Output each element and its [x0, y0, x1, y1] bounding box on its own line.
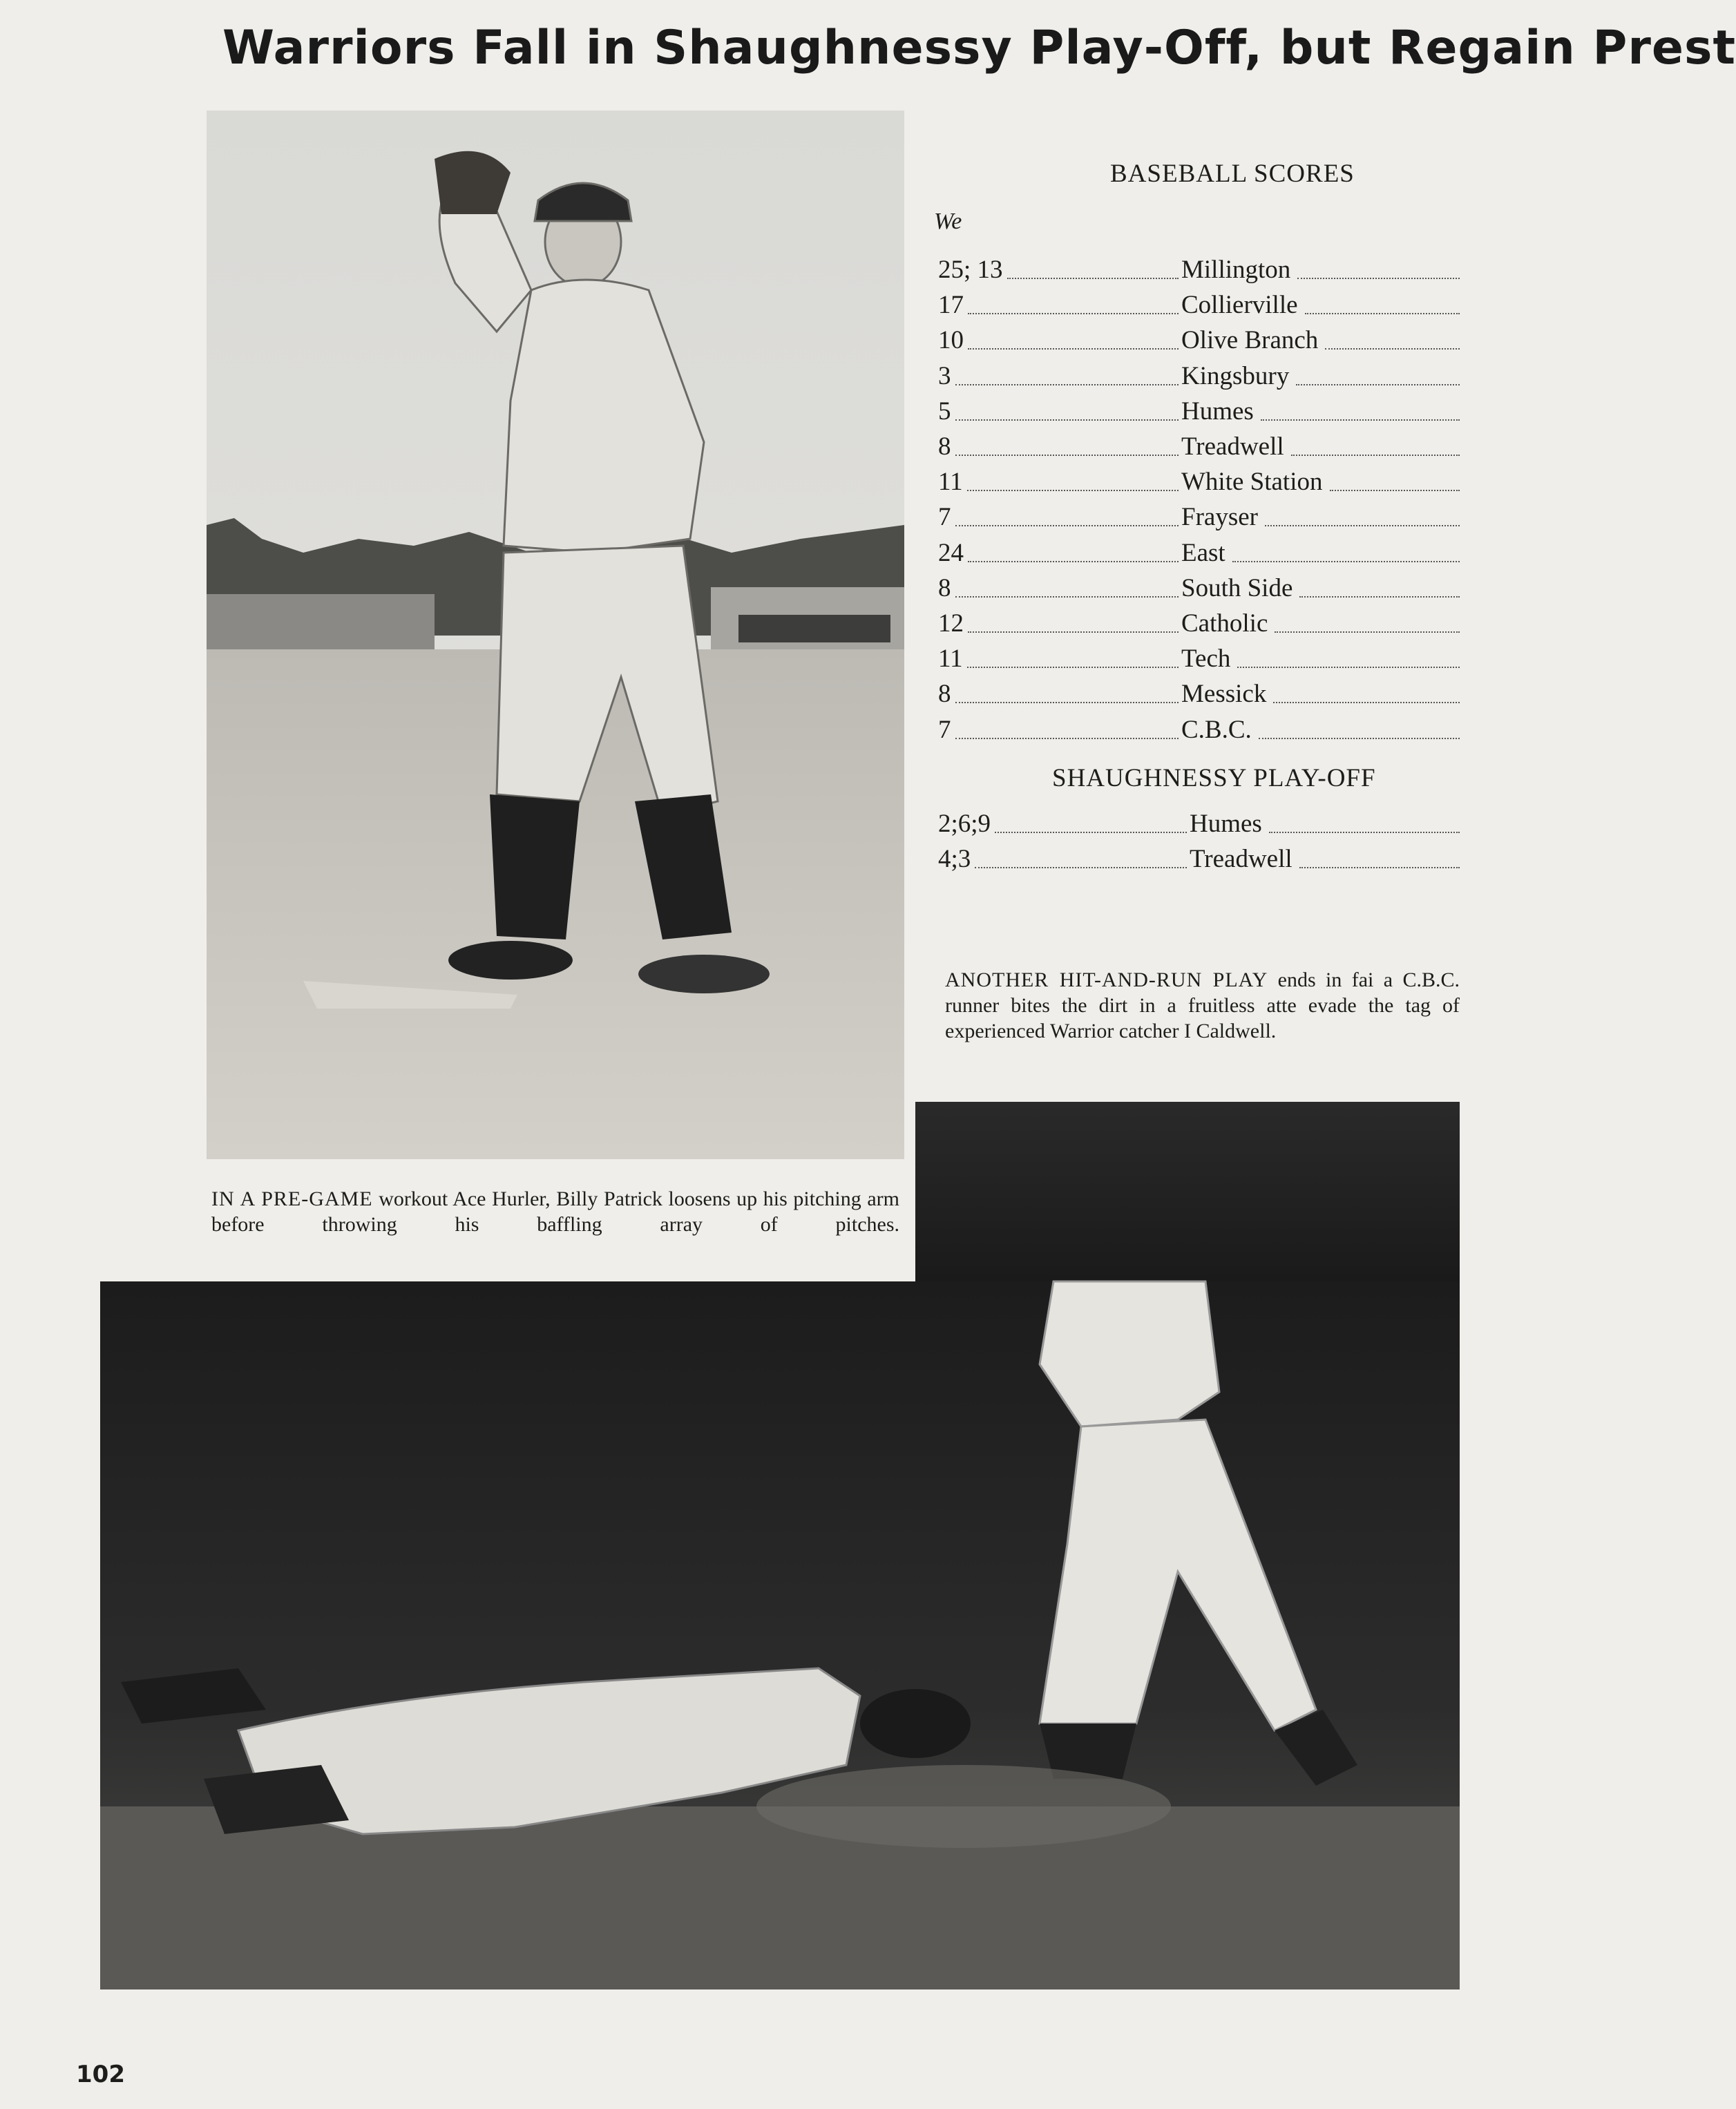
score-value: 3 — [938, 361, 951, 390]
opponent-name: Olive Branch — [1181, 326, 1319, 355]
dot-leader — [1330, 490, 1460, 491]
page-number: 102 — [76, 2061, 125, 2088]
score-row — [938, 256, 1460, 287]
score-value: 24 — [938, 538, 964, 567]
dot-leader — [1275, 631, 1460, 633]
opponent-name: Tech — [1181, 645, 1231, 674]
page-headline: Warriors Fall in Shaughnessy Play-Off, but Regain Prest — [222, 21, 1736, 75]
photo-batter-top — [915, 1102, 1460, 1281]
score-row — [938, 397, 1460, 429]
score-row — [938, 291, 1460, 323]
baseball-scores-title: BASEBALL SCORES — [1110, 160, 1355, 188]
dot-leader — [967, 490, 1179, 491]
score-row — [938, 680, 1460, 712]
photo-pitcher-warmup — [207, 111, 904, 1159]
score-value: 8 — [938, 432, 951, 461]
score-value: 25; 13 — [938, 256, 1003, 284]
score-value: 17 — [938, 291, 964, 320]
opponent-name: South Side — [1181, 573, 1293, 602]
caption-slide — [945, 967, 1460, 1044]
score-value: 8 — [938, 573, 951, 602]
opponent-name: Kingsbury — [1181, 361, 1290, 390]
caption-pitcher-lead: IN A PRE-GAME — [211, 1187, 373, 1210]
dot-leader — [975, 867, 1187, 868]
dot-leader — [968, 348, 1179, 350]
score-value: 7 — [938, 715, 951, 744]
score-row — [938, 574, 1460, 606]
opponent-name: East — [1181, 538, 1225, 567]
dot-leader — [1291, 455, 1460, 456]
caption-pitcher-text: workout Ace Hurler, Billy Patrick loosens up his pitching arm before throwing his baffling array of pitches. — [211, 1187, 899, 1236]
score-row — [938, 645, 1460, 676]
opponent-name: Treadwell — [1190, 845, 1293, 873]
opponent-name: Collierville — [1181, 291, 1298, 320]
dot-leader — [968, 313, 1179, 314]
score-row — [938, 539, 1460, 571]
score-value: 7 — [938, 503, 951, 532]
opponent-name: Treadwell — [1181, 432, 1284, 461]
dot-leader — [1297, 278, 1460, 279]
score-row — [938, 362, 1460, 394]
score-value: 8 — [938, 680, 951, 709]
dot-leader — [1261, 419, 1460, 421]
score-value: 2;6;9 — [938, 810, 991, 838]
score-row — [938, 432, 1460, 464]
dot-leader — [995, 832, 1187, 833]
dot-leader — [955, 596, 1179, 598]
dot-leader — [1237, 667, 1460, 668]
dot-leader — [955, 455, 1179, 456]
dot-leader — [1265, 525, 1460, 526]
opponent-name: Frayser — [1181, 503, 1258, 532]
score-row — [938, 468, 1460, 499]
dot-leader — [955, 384, 1179, 385]
we-column-label: We — [934, 209, 962, 234]
dot-leader — [967, 667, 1179, 668]
playoff-title: SHAUGHNESSY PLAY-OFF — [1052, 764, 1376, 792]
score-value: 11 — [938, 645, 963, 674]
caption-slide-lead: ANOTHER HIT-AND-RUN PLAY — [945, 968, 1268, 991]
score-value: 4;3 — [938, 845, 971, 873]
photo-sliding-runner — [100, 1281, 1460, 1989]
dot-leader — [1259, 738, 1460, 739]
dot-leader — [968, 561, 1179, 562]
dot-leader — [1232, 561, 1460, 562]
dot-leader — [1273, 702, 1460, 703]
caption-pitcher — [211, 1186, 899, 1237]
opponent-name: White Station — [1181, 468, 1323, 497]
dot-leader — [955, 419, 1179, 421]
dot-leader — [955, 738, 1179, 739]
opponent-name: Humes — [1181, 397, 1254, 426]
dot-leader — [1007, 278, 1179, 279]
caption-slide-text: ends in fai a C.B.C. runner bites the dirt in a fruitless atte evade the tag of experienced Warrior catcher I Caldwell. — [945, 968, 1460, 1042]
dot-leader — [968, 631, 1179, 633]
score-value: 12 — [938, 609, 964, 638]
opponent-name: Messick — [1181, 680, 1267, 709]
score-row — [938, 326, 1460, 358]
score-value: 11 — [938, 468, 963, 497]
dot-leader — [1299, 867, 1460, 868]
opponent-name: Millington — [1181, 256, 1291, 284]
dot-leader — [1296, 384, 1460, 385]
opponent-name: Humes — [1190, 810, 1262, 838]
score-row — [938, 716, 1460, 747]
dot-leader — [1269, 832, 1460, 833]
dot-leader — [1299, 596, 1460, 598]
score-value: 5 — [938, 397, 951, 426]
opponent-name: C.B.C. — [1181, 715, 1252, 744]
score-row — [938, 845, 1460, 877]
dot-leader — [1325, 348, 1460, 350]
score-value: 10 — [938, 326, 964, 355]
score-row — [938, 609, 1460, 641]
score-row — [938, 810, 1460, 841]
dot-leader — [955, 525, 1179, 526]
dot-leader — [1305, 313, 1460, 314]
score-row — [938, 503, 1460, 535]
dot-leader — [955, 702, 1179, 703]
opponent-name: Catholic — [1181, 609, 1268, 638]
